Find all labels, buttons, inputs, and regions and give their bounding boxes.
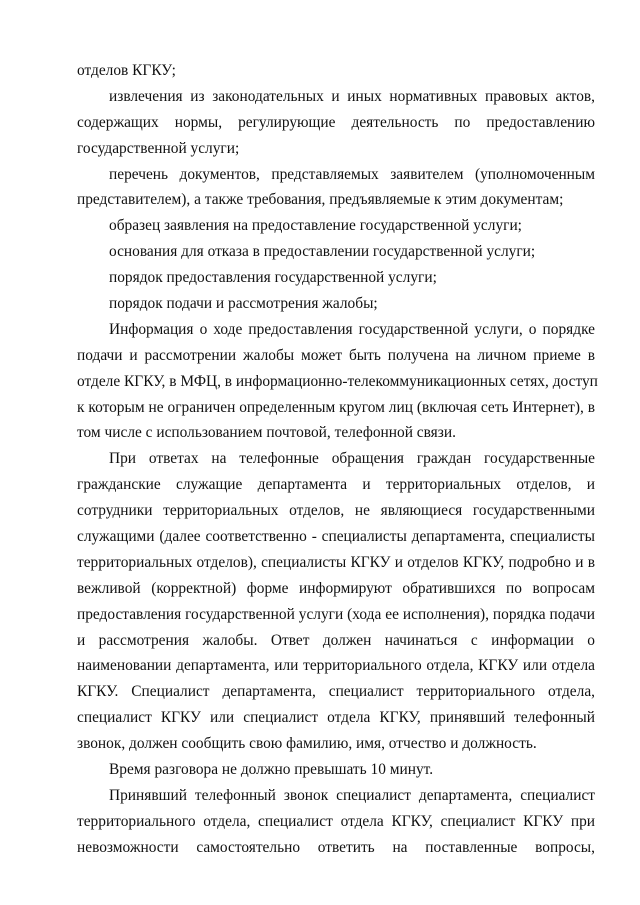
text-line: отделе КГКУ, в МФЦ, в информационно-телекоммуникационных сетях, доступ <box>77 372 598 390</box>
text-line: При ответах на телефонные обращения граждан государственные <box>109 450 595 468</box>
text-line: невозможности самостоятельно ответить на поставленные вопросы, <box>77 838 595 856</box>
text-line: специалист КГКУ или специалист отдела КГКУ, принявший телефонный <box>77 709 595 727</box>
text-line: перечень документов, представляемых заявителем (уполномоченным <box>109 165 595 183</box>
text-line: порядок подачи и рассмотрения жалобы; <box>109 295 378 313</box>
text-line: и рассмотрения жалобы. Ответ должен начинаться с информации о <box>77 631 595 649</box>
text-line: предоставления государственной услуги (хода ее исполнения), порядка подачи <box>77 605 595 623</box>
text-line: порядок предоставления государственной услуги; <box>109 269 437 287</box>
text-line: КГКУ. Специалист департамента, специалист территориального отдела, <box>77 683 595 701</box>
text-line: гражданские служащие департамента и территориальных отделов, и <box>77 476 595 494</box>
text-line: представителем), а также требования, предъявляемые к этим документам; <box>77 191 564 209</box>
text-line: сотрудники территориальных отделов, не являющиеся государственными <box>77 502 595 520</box>
text-line: государственной услуги; <box>77 139 240 157</box>
document-body <box>77 58 598 861</box>
text-line: территориального отдела, специалист отдела КГКУ, специалист КГКУ при <box>77 812 595 830</box>
text-line: образец заявления на предоставление государственной услуги; <box>109 217 522 235</box>
text-line: Информация о ходе предоставления государственной услуги, о порядке <box>109 320 595 338</box>
text-line: наименовании департамента, или территориального отдела, КГКУ или отдела <box>77 657 595 675</box>
text-line: звонок, должен сообщить свою фамилию, имя, отчество и должность. <box>77 735 537 753</box>
text-line: отделов КГКУ; <box>77 62 176 79</box>
text-line: основания для отказа в предоставлении государственной услуги; <box>109 243 536 261</box>
text-line: содержащих нормы, регулирующие деятельность по предоставлению <box>77 113 595 131</box>
text-line: служащими (далее соответственно - специалисты департамента, специалисты <box>77 528 595 546</box>
text-line: вежливой (корректной) форме информируют обратившихся по вопросам <box>77 579 595 597</box>
text-line: Время разговора не должно превышать 10 минут. <box>109 761 434 779</box>
text-line: к которым не ограничен определенным кругом лиц (включая сеть Интернет), в <box>77 398 595 416</box>
text-line: Принявший телефонный звонок специалист департамента, специалист <box>109 786 595 804</box>
text-line: извлечения из законодательных и иных нормативных правовых актов, <box>109 87 595 105</box>
text-line: территориальных отделов), специалисты КГКУ и отделов КГКУ, подробно и в <box>77 553 595 571</box>
text-line: том числе с использованием почтовой, телефонной связи. <box>77 424 456 442</box>
text-line: подачи и рассмотрении жалобы может быть получена на личном приеме в <box>77 346 595 364</box>
